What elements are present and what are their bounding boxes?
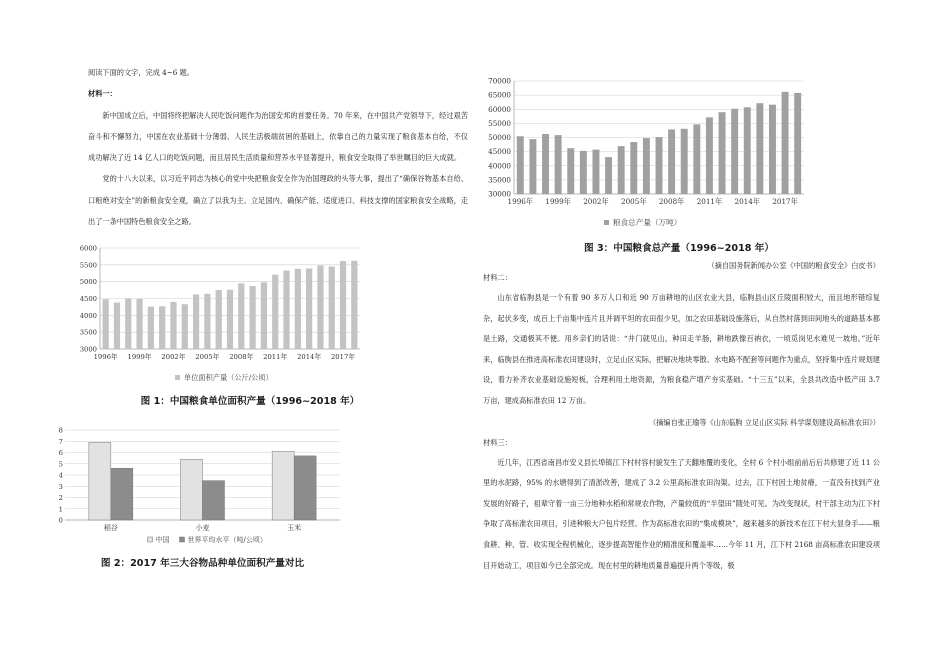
material-2-text: 山东省临朐县是一个有着 90 多万人口和近 90 万亩耕地的山区农业大县，临朐县山区丘陵面积较大，而且地形错综复杂，起伏多变，成百上千亩集中连片且并调平坦的农田很少见，加之农田基础设施落后，从自然村落到田间地头的道路基本都是土路，交通极其不便。用乡亲们的话说：“井门就见山，种田走羊肠，耕地跌像百衲衣，一顷觅岗见水难见一坡地。”近年来，临朐县在推进高标准农田建设时，立足山区实际，把解决地块零散、水电路不配套等问题作为重点，坚持集中连片规划建设，着力补齐农业基础设施短板，合理利用土地资源，为粮食稳产增产夯实基础。“十三五”以来，全县共改造中低产田 3.7 万亩，建成高标准农田 12 万亩。 <box>483 293 880 405</box>
figure-1-chart <box>60 240 480 390</box>
figure-3-title: 图 3：中国粮食总产量（1996~2018 年） <box>584 243 774 254</box>
bar <box>114 303 120 349</box>
x-category-label: 玉米 <box>287 524 302 532</box>
bar <box>630 142 637 194</box>
y-tick-label: 6000 <box>79 244 97 253</box>
bar <box>351 261 357 349</box>
y-tick-label: 8 <box>58 426 63 435</box>
y-tick-label: 3 <box>58 482 63 491</box>
y-tick-label: 2 <box>58 494 63 502</box>
bar <box>193 294 199 349</box>
legend-label: 单位面积产量（公斤/公顷） <box>184 373 273 382</box>
bar <box>238 283 244 349</box>
left-column <box>88 62 468 232</box>
x-tick-label: 2014年 <box>297 353 322 361</box>
bar <box>272 451 294 520</box>
x-tick-label: 2008年 <box>229 353 254 361</box>
figure-3-source: （摘自国务院新闻办公室《中国的粮食安全》白皮书） <box>707 261 880 270</box>
bar <box>203 481 225 520</box>
bar <box>605 157 612 194</box>
y-tick-label: 6 <box>58 449 63 457</box>
bar <box>261 282 267 349</box>
bar <box>204 294 210 349</box>
y-tick-label: 55000 <box>488 118 511 128</box>
y-tick-label: 4500 <box>79 295 97 303</box>
legend-swatch <box>604 220 609 225</box>
bar <box>295 269 301 349</box>
material-1-paragraph-1: 新中国成立后，中国将终把解决人民吃饭问题作为治国安邦的首要任务。70 年来，在中国共产党领导下，经过艰苦奋斗和不懈努力，中国在农业基础十分薄弱、人民生活极端贫困的基础上，依靠自己的力量实现了粮食基本自给，不仅成功解决了近 14 亿人口的吃饭问题，而且居民生活质量和营养水平显著提升，粮食安全取得了举世瞩目的巨大成就。 <box>88 110 468 163</box>
bar <box>306 269 312 349</box>
bar <box>542 134 549 194</box>
legend-label: 世界平均水平（吨/公顷） <box>187 536 267 544</box>
x-tick-label: 2011年 <box>696 197 723 206</box>
x-tick-label: 2002年 <box>161 353 186 361</box>
y-tick-label: 45000 <box>488 147 511 157</box>
bar <box>227 290 233 349</box>
y-tick-label: 50000 <box>488 133 511 142</box>
x-tick-label: 2011年 <box>263 353 288 361</box>
bar <box>719 112 726 194</box>
x-tick-label: 2005年 <box>195 353 220 361</box>
bar <box>111 468 133 520</box>
bar <box>170 302 176 349</box>
legend-swatch <box>148 537 153 542</box>
material-2-label: 材料二： <box>483 273 512 282</box>
legend-label: 中国 <box>155 536 170 544</box>
material-3-label: 材料三： <box>483 437 512 447</box>
bar <box>216 290 222 349</box>
bar <box>782 92 789 194</box>
bar <box>181 459 203 520</box>
bar <box>136 299 142 349</box>
x-tick-label: 2002年 <box>583 197 609 206</box>
material-1-paragraph-2: 党的十八大以来，以习近平同志为核心的党中央把粮食安全作为治国理政的头等大事，提出了“确保谷物基本自给、口粮绝对安全”的新粮食安全观，确立了以我为主、立足国内、确保产能、适度进口、科技支撑的国家粮食安全战略，走出了一条中国特色粮食安全之路。 <box>88 174 468 227</box>
legend-swatch <box>180 537 185 542</box>
legend-label: 粮食总产量（万吨） <box>613 218 682 227</box>
x-tick-label: 2008年 <box>658 197 685 206</box>
y-tick-label: 4000 <box>79 311 97 320</box>
y-tick-label: 7 <box>58 437 63 446</box>
bar <box>555 135 562 194</box>
bar <box>756 103 763 194</box>
figure-1-title: 图 1：中国粮食单位面积产量（1996~2018 年） <box>140 396 360 407</box>
bar <box>529 139 536 194</box>
bar <box>283 271 289 349</box>
bar <box>340 261 346 349</box>
x-category-label: 小麦 <box>195 524 210 532</box>
bar <box>103 299 109 349</box>
y-tick-label: 1 <box>58 505 63 514</box>
bar <box>125 299 131 350</box>
y-tick-label: 40000 <box>488 161 511 171</box>
material-3-text: 近几年，江西省南昌市安义县长埠镇江下村村容村貌发生了天翻地覆的变化，全村 6 个村小组前前后后共修建了近 11 公里的水泥路，95% 的水塘得到了清淤改善，建成了 3.2 公里高标准农田沟渠。过去，江下村因土地贫瘠，一直没有找到产业发展的好路子，祖辈守着一亩三分地种水稻和常规农作物，产量较低的“半望田”随处可见。为改变现状，村干部主动为江下村争取了高标准农田项目，引进种粮大户包片经营。作为高标准农田的“集成模块”，越来越多的新技术在江下村大显身手——粮食耕、种、管、收实现全程机械化，逐步提高智能作业的精准度和覆盖率……今年 11 月，江下村 2168 亩高标准农田建设项目开始动工，项目如今已全部完成。现在村里的耕地质量普遍提升两个等级，极 <box>483 457 880 570</box>
y-tick-label: 5 <box>58 460 63 469</box>
figure-2-title: 图 2：2017 年三大谷物品种单位面积产量对比 <box>100 558 305 569</box>
y-tick-label: 65000 <box>488 90 511 100</box>
y-tick-label: 4 <box>58 471 63 480</box>
bar <box>148 307 154 349</box>
y-tick-label: 35000 <box>488 175 511 185</box>
bar <box>317 266 323 349</box>
y-tick-label: 0 <box>58 516 63 525</box>
material-2-source: （摘编自张正瑜等《山东临朐 立足山区实际 科学谋划建设高标准农田》） <box>649 417 880 427</box>
y-tick-label: 5500 <box>79 261 97 270</box>
x-tick-label: 2017年 <box>330 353 356 361</box>
right-column <box>483 267 880 576</box>
bar <box>272 275 278 349</box>
bar <box>618 146 625 194</box>
y-tick-label: 30000 <box>488 189 511 199</box>
y-tick-label: 5000 <box>79 278 97 287</box>
intro-instruction: 阅读下面的文字，完成 4~6 题。 <box>88 68 194 77</box>
bar <box>329 267 335 349</box>
bar <box>668 129 675 194</box>
x-tick-label: 2017年 <box>772 197 798 206</box>
x-category-label: 稻谷 <box>103 524 118 532</box>
x-tick-label: 1999年 <box>127 353 152 361</box>
bar <box>567 148 574 194</box>
bar <box>517 136 524 194</box>
x-tick-label: 1996年 <box>507 197 534 206</box>
bar <box>294 456 316 520</box>
x-tick-label: 1999年 <box>545 197 571 206</box>
figure-2-chart <box>55 424 355 549</box>
bar <box>693 124 700 194</box>
bar <box>89 442 111 520</box>
bar <box>580 151 587 194</box>
x-tick-label: 2014年 <box>734 197 761 206</box>
bar <box>656 137 663 194</box>
y-tick-label: 70000 <box>488 76 511 86</box>
x-tick-label: 1996年 <box>93 353 118 361</box>
bar <box>159 306 165 349</box>
bar <box>681 129 688 194</box>
bar <box>643 138 650 194</box>
y-tick-label: 3000 <box>79 345 97 354</box>
y-tick-label: 60000 <box>488 104 511 114</box>
bar <box>769 105 776 194</box>
bar <box>182 304 188 349</box>
bar <box>706 117 713 194</box>
material-1-label: 材料一： <box>88 89 117 99</box>
bar <box>744 107 751 194</box>
bar <box>731 109 738 194</box>
legend-swatch <box>175 375 180 380</box>
x-tick-label: 2005年 <box>621 197 647 206</box>
y-tick-label: 3500 <box>79 328 97 337</box>
figure-3-chart <box>470 76 870 236</box>
bar <box>250 286 256 349</box>
bar <box>592 150 599 194</box>
bar <box>794 93 801 194</box>
